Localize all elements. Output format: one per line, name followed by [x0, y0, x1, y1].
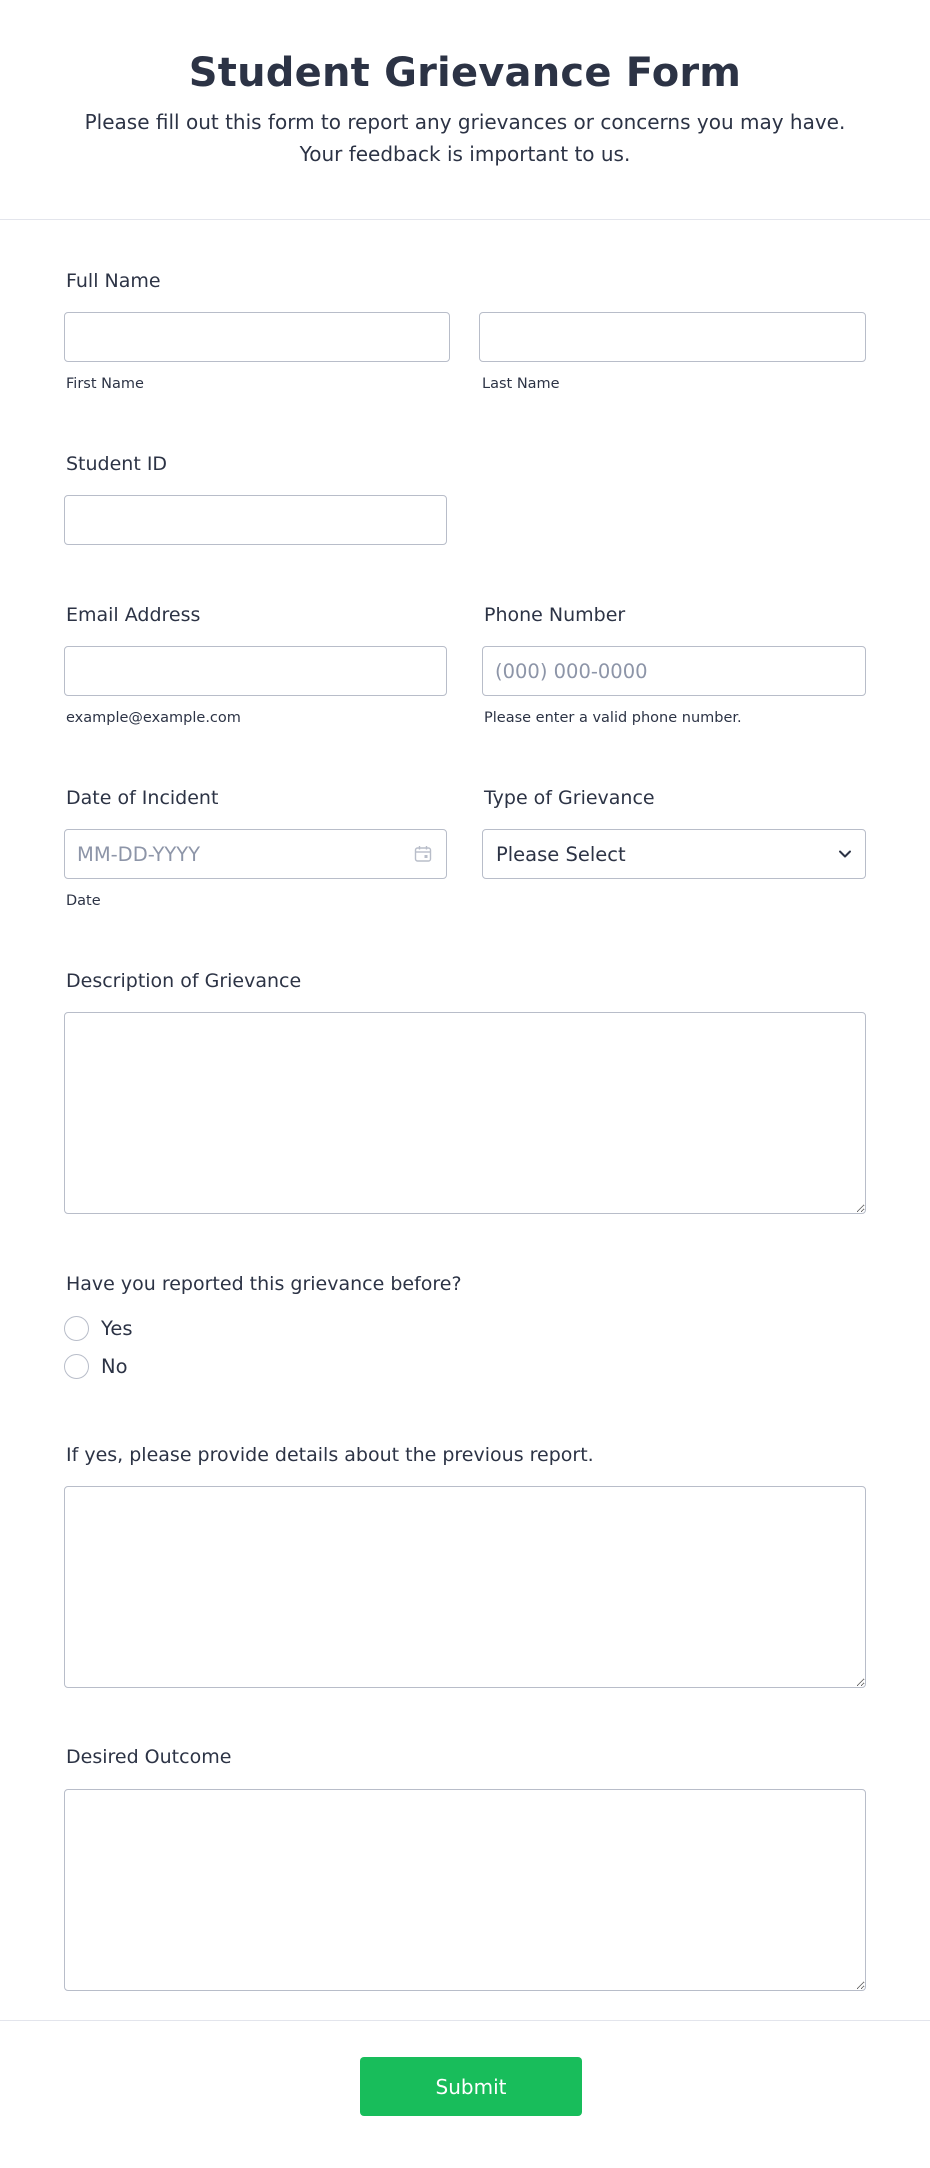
form-header	[0, 0, 930, 220]
date-sublabel: Date	[66, 893, 101, 909]
phone-label: Phone Number	[484, 604, 626, 626]
first-name-sublabel: First Name	[66, 376, 144, 392]
type-of-grievance-label: Type of Grievance	[484, 787, 655, 809]
radio-yes-label: Yes	[101, 1317, 133, 1340]
date-input[interactable]	[64, 829, 447, 879]
student-id-input[interactable]	[64, 495, 447, 545]
previous-details-textarea[interactable]	[64, 1486, 866, 1688]
description-label: Description of Grievance	[66, 970, 302, 992]
desired-outcome-textarea[interactable]	[64, 1789, 866, 1991]
calendar-icon[interactable]	[414, 845, 432, 863]
first-name-input[interactable]	[64, 312, 450, 362]
chevron-down-icon	[837, 846, 853, 862]
submit-button[interactable]: Submit	[360, 2057, 582, 2116]
phone-sublabel: Please enter a valid phone number.	[484, 710, 742, 726]
date-of-incident-label: Date of Incident	[66, 787, 219, 809]
footer-divider	[0, 2020, 930, 2021]
grievance-type-select[interactable]	[482, 829, 866, 879]
student-id-label: Student ID	[66, 453, 168, 475]
radio-no-circle[interactable]	[64, 1354, 89, 1379]
form-subtitle: Please fill out this form to report any grievances or concerns you may have. Your feedback is important to us.	[84, 110, 846, 166]
email-label: Email Address	[66, 604, 201, 626]
grievance-type-selected: Please Select	[496, 843, 626, 866]
email-input[interactable]	[64, 646, 447, 696]
form-title: Student Grievance Form	[188, 50, 742, 96]
last-name-sublabel: Last Name	[482, 376, 560, 392]
last-name-input[interactable]	[479, 312, 866, 362]
reported-before-label: Have you reported this grievance before?	[66, 1273, 462, 1295]
full-name-label: Full Name	[66, 270, 161, 292]
radio-no-label: No	[101, 1355, 128, 1378]
desired-outcome-label: Desired Outcome	[66, 1746, 232, 1768]
phone-input[interactable]	[482, 646, 866, 696]
description-textarea[interactable]	[64, 1012, 866, 1214]
radio-yes-circle[interactable]	[64, 1316, 89, 1341]
email-sublabel: example@example.com	[66, 710, 241, 726]
previous-details-label: If yes, please provide details about the previous report.	[66, 1444, 594, 1466]
